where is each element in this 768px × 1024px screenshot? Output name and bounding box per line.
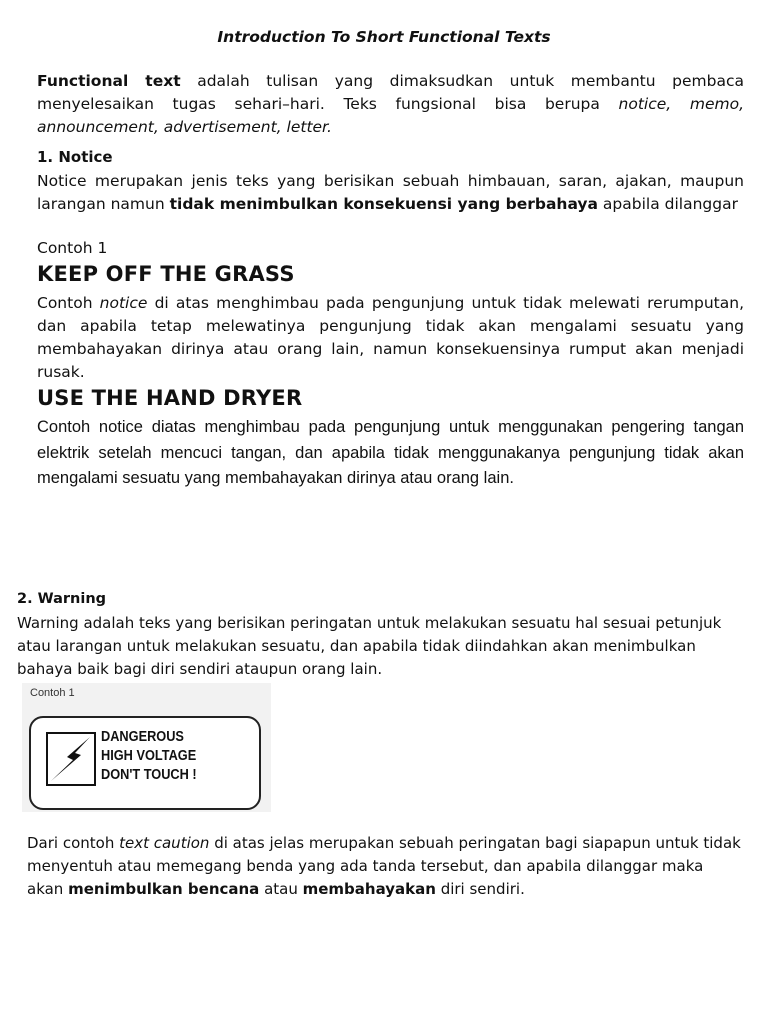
conclusion-italic: text caution bbox=[119, 834, 210, 852]
conclusion-part5: atau bbox=[259, 880, 303, 898]
conclusion-paragraph bbox=[27, 832, 744, 901]
notice-sign-keep-off-grass: KEEP OFF THE GRASS bbox=[37, 262, 295, 286]
notice-definition bbox=[37, 170, 744, 216]
notice-text-bold: tidak menimbulkan konsekuensi yang berbahaya bbox=[169, 195, 598, 213]
intro-term: Functional text bbox=[37, 72, 181, 90]
sign-line-2: HIGH VOLTAGE bbox=[101, 748, 197, 764]
example1-before: Contoh bbox=[37, 294, 100, 312]
page-title: Introduction To Short Functional Texts bbox=[217, 28, 551, 46]
example1-after: di atas menghimbau pada pengunjung untuk tidak melewati rerumputan, dan apabila tetap melewatinya pengunjung tidak akan mengalami sesuatu yang membahayakan dirinya atau orang lain, namun konsekuensinya rumput akan menjadi rusak. bbox=[37, 294, 744, 381]
notice-sign-hand-dryer: USE THE HAND DRYER bbox=[37, 386, 303, 410]
notice-example1-explanation bbox=[37, 292, 744, 384]
warning-heading: 2. Warning bbox=[17, 591, 107, 607]
conclusion-bold-2: membahayakan bbox=[302, 880, 436, 898]
notice-example2-explanation: Contoh notice diatas menghimbau pada pengunjung untuk menggunakan pengering tangan elektrik setelah mencuci tangan, dan apabila tidak menggunakanya pengunjung tidak akan mengalami sesuatu yang membahayakan dirinya atau orang lain. bbox=[37, 418, 744, 487]
intro-paragraph bbox=[37, 70, 744, 139]
conclusion-part1: Dari contoh bbox=[27, 834, 120, 852]
notice-text-before: Notice merupakan jenis teks yang berisikan sebuah himbauan, saran, ajakan, maupun larangan namun bbox=[37, 172, 744, 213]
warning-definition: Warning adalah teks yang berisikan peringatan untuk melakukan sesuatu hal sesuai petunjuk atau larangan untuk melakukan sesuatu, dan apabila tidak diindahkan akan menimbulkan bahaya baik bagi diri sendiri ataupun orang lain. bbox=[17, 614, 722, 678]
sign-line-1: DANGEROUS bbox=[101, 729, 184, 745]
high-voltage-sign bbox=[29, 716, 261, 810]
conclusion-part7: diri sendiri. bbox=[435, 880, 525, 898]
conclusion-part3: di atas jelas merupakan sebuah peringatan bagi siapapun untuk tidak menyentuh atau memegang benda yang ada tanda tersebut, dan apabila dilanggar maka akan bbox=[27, 834, 741, 898]
sign-line-3: DON'T TOUCH ! bbox=[101, 767, 197, 783]
intro-examples: notice, memo, announcement, advertisement, letter. bbox=[37, 95, 744, 136]
sign-text bbox=[101, 728, 197, 785]
lightning-bolt-svg bbox=[48, 734, 94, 784]
notice-example-label: Contoh 1 bbox=[37, 239, 108, 257]
conclusion-bold-1: menimbulkan bencana bbox=[68, 880, 260, 898]
notice-heading: 1. Notice bbox=[37, 148, 113, 166]
intro-text: adalah tulisan yang dimaksudkan untuk membantu pembaca menyelesaikan tugas sehari–hari. Teks fungsional bisa berupa bbox=[37, 72, 744, 113]
lightning-bolt-icon bbox=[46, 732, 96, 786]
notice-text-after: apabila dilanggar bbox=[598, 195, 738, 213]
warning-example-image bbox=[22, 683, 271, 812]
example1-italic: notice bbox=[99, 294, 148, 312]
warning-image-label: Contoh 1 bbox=[30, 687, 75, 699]
